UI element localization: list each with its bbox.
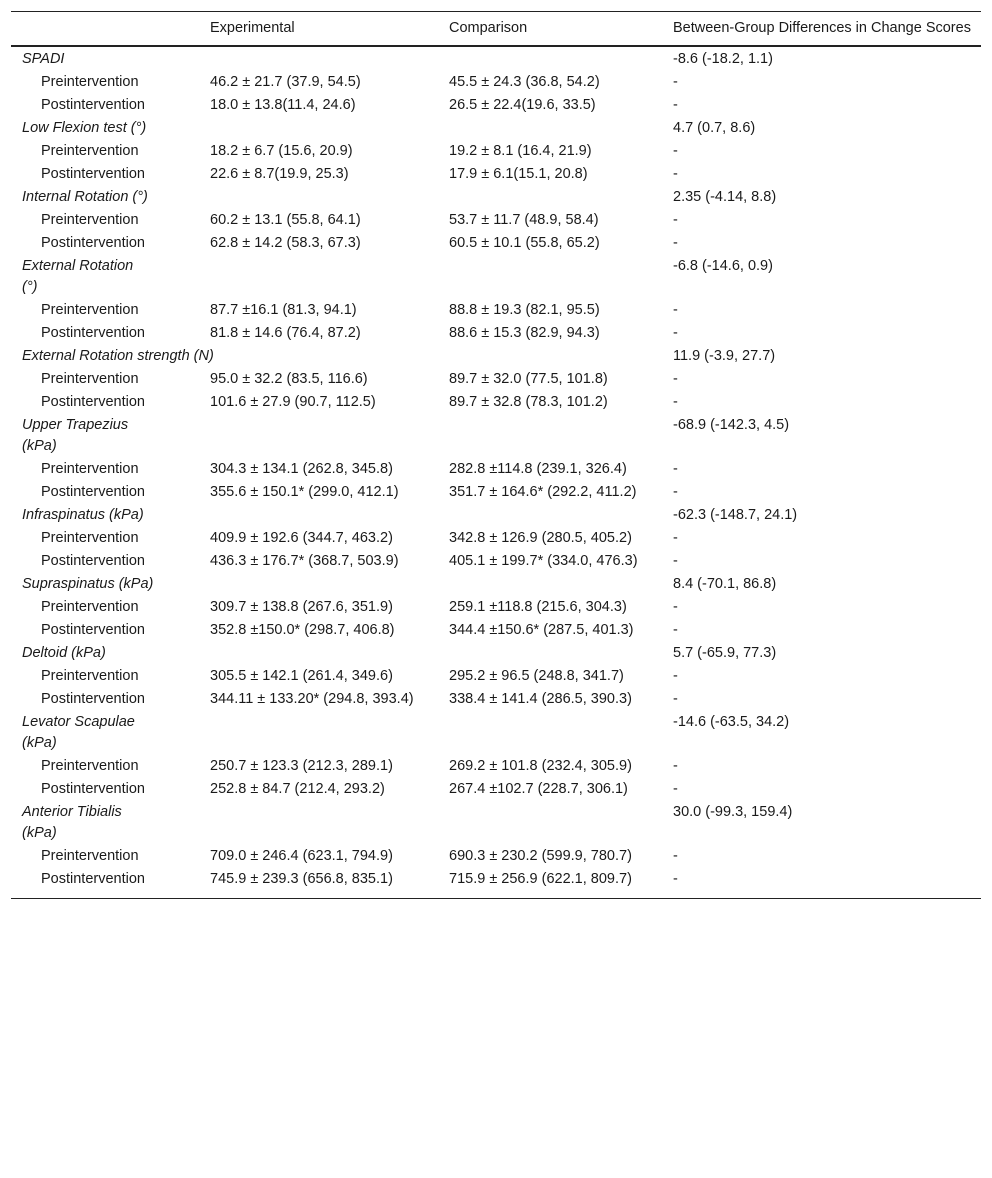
row-label: Preintervention [41,212,139,228]
group-label: External Rotation strength (N) [22,348,214,364]
table-body [11,46,981,899]
row-between-diff: - [673,166,678,182]
group-label: Deltoid (kPa) [22,645,106,661]
table-row [11,322,981,345]
group-between-diff: 30.0 (-99.3, 159.4) [673,804,793,820]
row-label: Postintervention [41,97,145,113]
group-label: Internal Rotation (°) [22,189,148,205]
comparison-value: 269.2 ± 101.8 (232.4, 305.9) [449,758,632,774]
group-empty-cell [199,801,438,845]
table-row [11,299,981,322]
group-row [11,117,981,140]
group-empty-cell [199,711,438,755]
experimental-value: 709.0 ± 246.4 (623.1, 794.9) [210,848,393,864]
experimental-value: 18.0 ± 13.8(11.4, 24.6) [210,97,356,113]
experimental-value: 344.11 ± 133.20* (294.8, 393.4) [210,691,414,707]
comparison-value: 19.2 ± 8.1 (16.4, 21.9) [449,143,592,159]
row-label: Postintervention [41,166,145,182]
table-row [11,232,981,255]
experimental-value: 352.8 ±150.0* (298.7, 406.8) [210,622,395,638]
row-label: Postintervention [41,553,145,569]
group-between-diff: -8.6 (-18.2, 1.1) [673,51,773,67]
row-label: Postintervention [41,394,145,410]
group-row [11,504,981,527]
experimental-value: 101.6 ± 27.9 (90.7, 112.5) [210,394,376,410]
group-label [11,711,199,755]
experimental-value: 46.2 ± 21.7 (37.9, 54.5) [210,74,361,90]
table-row [11,140,981,163]
row-label: Postintervention [41,622,145,638]
comparison-value: 338.4 ± 141.4 (286.5, 390.3) [449,691,632,707]
group-between-diff: 4.7 (0.7, 8.6) [673,120,756,136]
comparison-value: 89.7 ± 32.8 (78.3, 101.2) [449,394,608,410]
table-row [11,527,981,550]
table-row [11,481,981,504]
row-label: Preintervention [41,461,139,477]
results-table-container [11,11,981,899]
table-row [11,688,981,711]
row-label: Preintervention [41,530,139,546]
comparison-value: 351.7 ± 164.6* (292.2, 411.2) [449,484,637,500]
group-row [11,711,981,755]
row-label: Preintervention [41,668,139,684]
comparison-value: 88.6 ± 15.3 (82.9, 94.3) [449,325,600,341]
group-row [11,186,981,209]
group-label-text: Upper Trapezius (kPa) [22,417,129,454]
table-row [11,778,981,801]
experimental-value: 252.8 ± 84.7 (212.4, 293.2) [210,781,385,797]
row-between-diff: - [673,143,678,159]
comparison-value: 60.5 ± 10.1 (55.8, 65.2) [449,235,600,251]
group-between-diff: -68.9 (-142.3, 4.5) [673,417,790,433]
experimental-value: 62.8 ± 14.2 (58.3, 67.3) [210,235,361,251]
experimental-value: 309.7 ± 138.8 (267.6, 351.9) [210,599,393,615]
row-label: Preintervention [41,371,139,387]
row-between-diff: - [673,622,678,638]
row-between-diff: - [673,371,678,387]
group-between-diff: -6.8 (-14.6, 0.9) [673,258,773,274]
row-label: Postintervention [41,484,145,500]
table-row [11,163,981,186]
group-label-text: External Rotation (°) [22,258,134,295]
experimental-value: 304.3 ± 134.1 (262.8, 345.8) [210,461,393,477]
comparison-value: 267.4 ±102.7 (228.7, 306.1) [449,781,628,797]
group-empty-cell [199,255,438,299]
experimental-value: 81.8 ± 14.6 (76.4, 87.2) [210,325,361,341]
header-between-group-diff: Between-Group Differences in Change Scores [662,12,981,47]
row-label: Preintervention [41,758,139,774]
group-label-text: Levator Scapulae (kPa) [22,714,135,751]
header-row [11,12,981,47]
experimental-value: 95.0 ± 32.2 (83.5, 116.6) [210,371,368,387]
group-label-text: Anterior Tibialis (kPa) [22,804,122,841]
table-row [11,665,981,688]
header-label-column [11,12,199,47]
group-empty-cell [438,711,662,755]
row-between-diff: - [673,691,678,707]
group-between-diff: 2.35 (-4.14, 8.8) [673,189,777,205]
comparison-value: 715.9 ± 256.9 (622.1, 809.7) [449,871,632,887]
header-comparison: Comparison [438,12,662,47]
group-label [11,255,199,299]
comparison-value: 259.1 ±118.8 (215.6, 304.3) [449,599,627,615]
group-row [11,642,981,665]
group-label: Supraspinatus (kPa) [22,576,154,592]
experimental-value: 18.2 ± 6.7 (15.6, 20.9) [210,143,353,159]
comparison-value: 89.7 ± 32.0 (77.5, 101.8) [449,371,608,387]
experimental-value: 87.7 ±16.1 (81.3, 94.1) [210,302,357,318]
row-between-diff: - [673,484,678,500]
table-row [11,368,981,391]
row-label: Postintervention [41,781,145,797]
row-label: Preintervention [41,74,139,90]
comparison-value: 690.3 ± 230.2 (599.9, 780.7) [449,848,632,864]
comparison-value: 344.4 ±150.6* (287.5, 401.3) [449,622,634,638]
group-label: Infraspinatus (kPa) [22,507,144,523]
row-label: Postintervention [41,325,145,341]
group-empty-cell [438,414,662,458]
row-label: Postintervention [41,235,145,251]
row-between-diff: - [673,781,678,797]
results-table [11,11,981,899]
group-row [11,573,981,596]
experimental-value: 745.9 ± 239.3 (656.8, 835.1) [210,871,393,887]
group-between-diff: -14.6 (-63.5, 34.2) [673,714,790,730]
experimental-value: 250.7 ± 123.3 (212.3, 289.1) [210,758,393,774]
row-between-diff: - [673,97,678,113]
table-row [11,619,981,642]
row-between-diff: - [673,302,678,318]
row-label: Postintervention [41,871,145,887]
group-row [11,345,981,368]
row-between-diff: - [673,758,678,774]
group-empty-cell [199,414,438,458]
experimental-value: 22.6 ± 8.7(19.9, 25.3) [210,166,349,182]
header-experimental: Experimental [199,12,438,47]
table-row [11,391,981,414]
group-between-diff: -62.3 (-148.7, 24.1) [673,507,798,523]
comparison-value: 342.8 ± 126.9 (280.5, 405.2) [449,530,632,546]
group-row [11,801,981,845]
comparison-value: 26.5 ± 22.4(19.6, 33.5) [449,97,596,113]
group-between-diff: 8.4 (-70.1, 86.8) [673,576,777,592]
comparison-value: 45.5 ± 24.3 (36.8, 54.2) [449,74,600,90]
group-between-diff: 5.7 (-65.9, 77.3) [673,645,777,661]
comparison-value: 17.9 ± 6.1(15.1, 20.8) [449,166,588,182]
experimental-value: 60.2 ± 13.1 (55.8, 64.1) [210,212,361,228]
table-row [11,596,981,619]
table-row [11,868,981,899]
group-between-diff: 11.9 (-3.9, 27.7) [673,348,776,364]
row-between-diff: - [673,871,678,887]
row-between-diff: - [673,325,678,341]
row-between-diff: - [673,530,678,546]
row-between-diff: - [673,212,678,228]
comparison-value: 88.8 ± 19.3 (82.1, 95.5) [449,302,600,318]
experimental-value: 355.6 ± 150.1* (299.0, 412.1) [210,484,399,500]
group-empty-cell [438,801,662,845]
row-between-diff: - [673,461,678,477]
comparison-value: 53.7 ± 11.7 (48.9, 58.4) [449,212,599,228]
table-row [11,209,981,232]
row-between-diff: - [673,235,678,251]
group-label [11,414,199,458]
row-between-diff: - [673,553,678,569]
table-row [11,550,981,573]
table-row [11,94,981,117]
row-between-diff: - [673,668,678,684]
row-label: Preintervention [41,599,139,615]
group-label: SPADI [22,51,65,67]
experimental-value: 436.3 ± 176.7* (368.7, 503.9) [210,553,399,569]
row-label: Preintervention [41,143,139,159]
table-row [11,845,981,868]
row-between-diff: - [673,394,678,410]
row-label: Postintervention [41,691,145,707]
comparison-value: 295.2 ± 96.5 (248.8, 341.7) [449,668,624,684]
table-header [11,12,981,47]
group-label [11,801,199,845]
comparison-value: 282.8 ±114.8 (239.1, 326.4) [449,461,627,477]
row-between-diff: - [673,848,678,864]
table-row [11,458,981,481]
group-label: Low Flexion test (°) [22,120,147,136]
comparison-value: 405.1 ± 199.7* (334.0, 476.3) [449,553,638,569]
experimental-value: 409.9 ± 192.6 (344.7, 463.2) [210,530,393,546]
table-row [11,755,981,778]
row-label: Preintervention [41,302,139,318]
table-row [11,71,981,94]
row-between-diff: - [673,74,678,90]
group-empty-cell [438,255,662,299]
group-row [11,414,981,458]
row-between-diff: - [673,599,678,615]
row-label: Preintervention [41,848,139,864]
group-row [11,255,981,299]
group-row [11,46,981,71]
experimental-value: 305.5 ± 142.1 (261.4, 349.6) [210,668,393,684]
